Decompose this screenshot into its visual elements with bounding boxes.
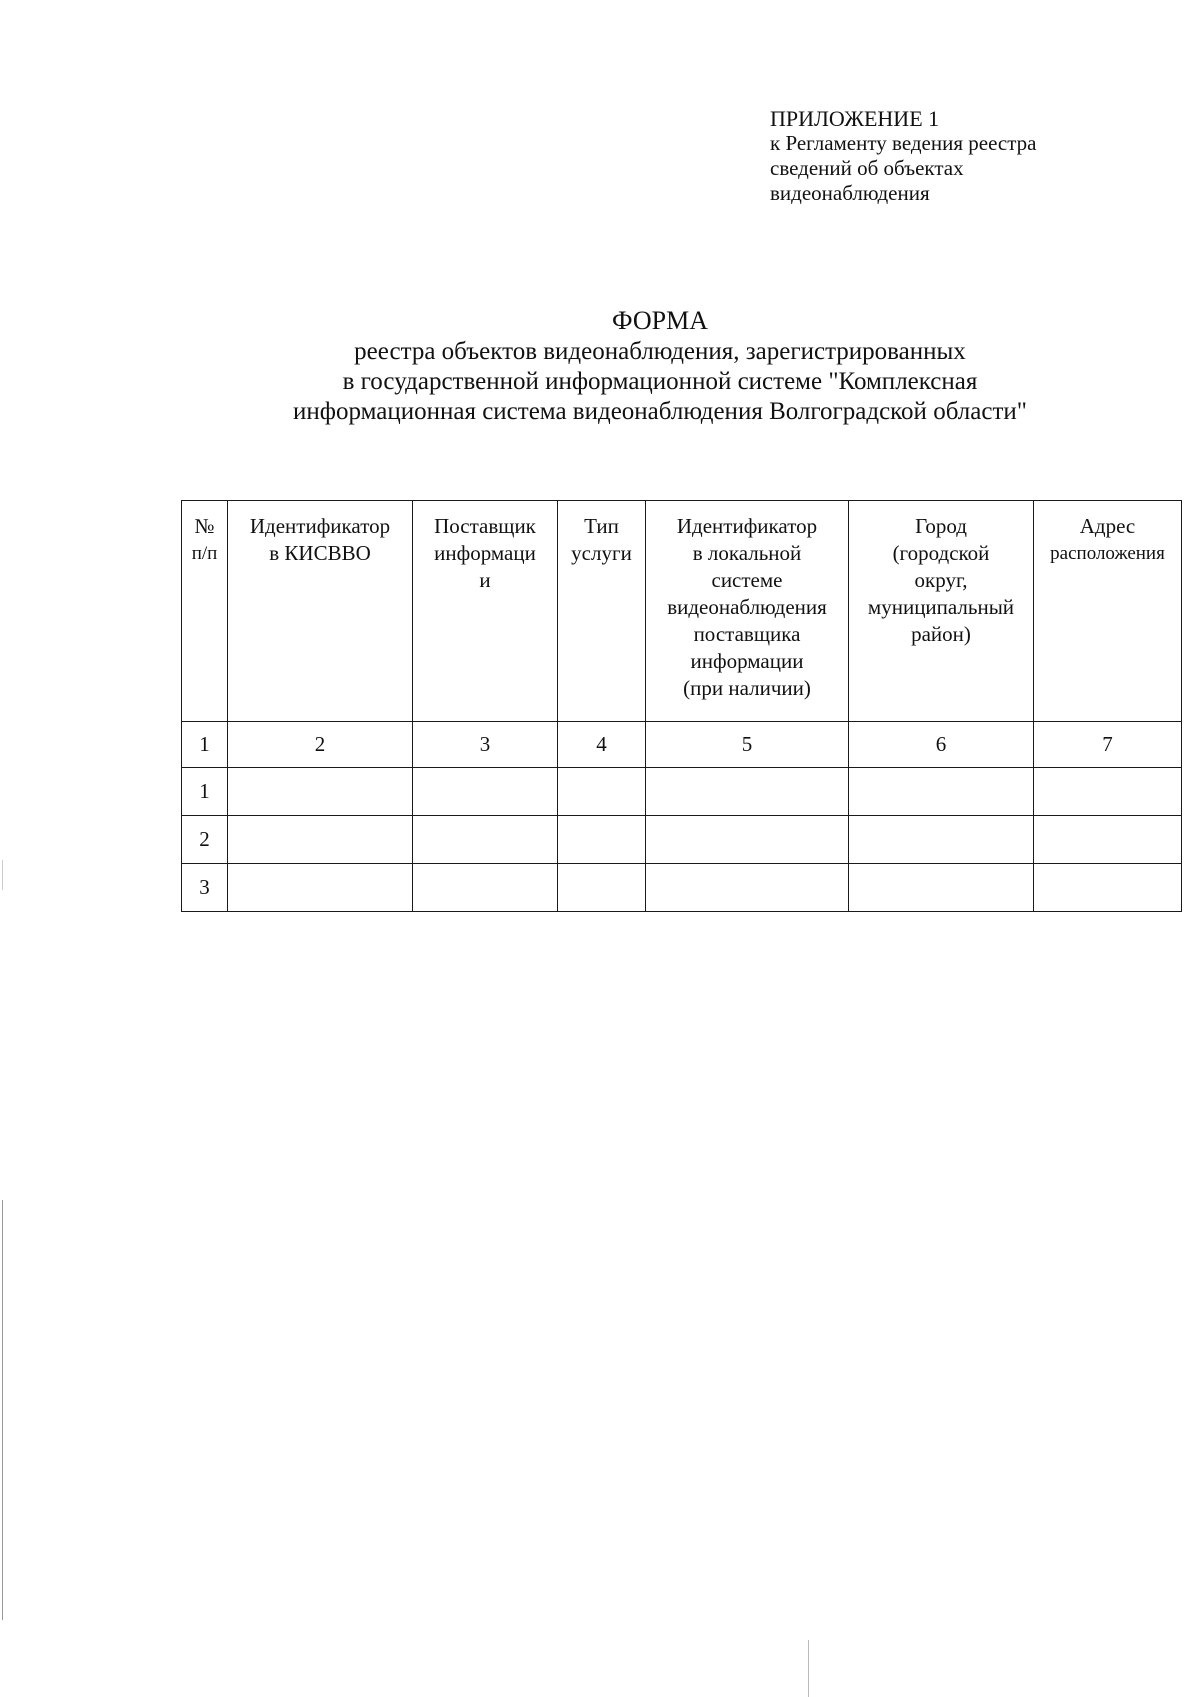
column-header-address: Адрес расположения — [1034, 501, 1182, 722]
appendix-line: видеонаблюдения — [770, 181, 930, 205]
column-header-local-id: Идентификатор в локальной системе видеонаблюдения поставщика информации (при наличии) — [646, 501, 849, 722]
table-cell — [413, 864, 558, 912]
row-number: 2 — [182, 816, 228, 864]
table-cell — [1034, 768, 1182, 816]
table-cell — [228, 768, 413, 816]
table-cell — [413, 816, 558, 864]
table-cell — [558, 768, 646, 816]
table-cell — [849, 768, 1034, 816]
column-numbers-row — [182, 722, 1182, 768]
table-cell — [849, 816, 1034, 864]
row-number: 3 — [182, 864, 228, 912]
form-heading — [180, 306, 1140, 427]
row-number: 1 — [182, 768, 228, 816]
table-cell — [646, 816, 849, 864]
table-cell — [1034, 864, 1182, 912]
registry-table — [181, 500, 1182, 912]
form-subtitle-line: информационная система видеонаблюдения Волгоградской области" — [293, 398, 1027, 425]
form-title: ФОРМА — [612, 306, 708, 335]
form-subtitle-line: в государственной информационной системе "Комплексная — [342, 368, 978, 395]
column-number: 7 — [1034, 722, 1182, 768]
column-header-service-type: Тип услуги — [558, 501, 646, 722]
scan-edge-mark — [2, 1200, 3, 1620]
table-cell — [849, 864, 1034, 912]
form-subtitle-line: реестра объектов видеонаблюдения, зарегистрированных — [354, 338, 966, 365]
column-header-city: Город (городской округ, муниципальный район) — [849, 501, 1034, 722]
table-row — [182, 816, 1182, 864]
table-cell — [228, 864, 413, 912]
table-cell — [558, 816, 646, 864]
table-cell — [646, 864, 849, 912]
column-header-kisvvo-id: Идентификатор в КИСВВО — [228, 501, 413, 722]
column-number: 5 — [646, 722, 849, 768]
column-number: 4 — [558, 722, 646, 768]
scan-edge-mark — [2, 860, 3, 890]
table-cell — [646, 768, 849, 816]
table-cell — [413, 768, 558, 816]
table-cell — [1034, 816, 1182, 864]
column-number: 3 — [413, 722, 558, 768]
scan-edge-mark — [808, 1640, 809, 1697]
column-header-number: № п/п — [182, 501, 228, 722]
column-number: 2 — [228, 722, 413, 768]
column-number: 6 — [849, 722, 1034, 768]
table-row — [182, 768, 1182, 816]
table-cell — [558, 864, 646, 912]
header-row — [182, 501, 1182, 722]
appendix-line: к Регламенту ведения реестра — [770, 131, 1037, 155]
appendix-title: ПРИЛОЖЕНИЕ 1 — [770, 106, 940, 131]
column-header-provider: Поставщик информаци и — [413, 501, 558, 722]
appendix-line: сведений об объектах — [770, 156, 964, 180]
column-number: 1 — [182, 722, 228, 768]
table-cell — [228, 816, 413, 864]
table-row — [182, 864, 1182, 912]
appendix-block — [770, 106, 1100, 206]
